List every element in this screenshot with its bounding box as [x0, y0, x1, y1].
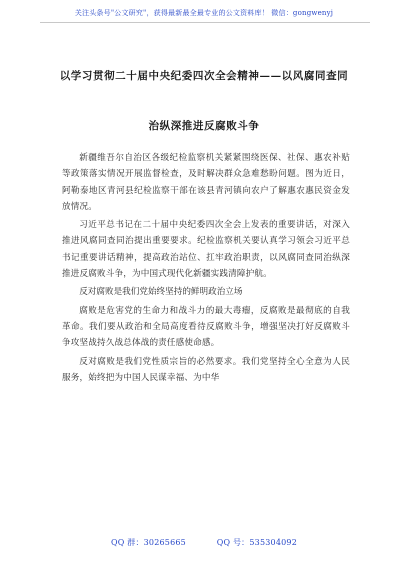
header-divider [40, 22, 370, 23]
footer-qq-number: QQ 号：535304092 [216, 538, 297, 547]
section-subheading: 反对腐败是我们党始终坚持的鲜明政治立场 [79, 287, 243, 298]
footer-qq-group: QQ 群：30265665 [110, 538, 186, 547]
header-banner: 关注头条号"公文研究"，获得最新最全最专业的公文资料库！ 微信：gongwenyj [74, 9, 334, 17]
document-body [62, 150, 350, 388]
body-paragraph: 习近平总书记在二十届中央纪委四次全会上发表的重要讲话，对深入推进风腐同查同治提出重要要求。纪检监察机关要认真学习领会习近平总书记重要讲话精神，提高政治站位、扛牢政治职责，以风腐同查同治纵深推进反腐败斗争，为中国式现代化新疆实践清障护航。 [62, 220, 350, 280]
body-paragraph: 反对腐败是我们党性质宗旨的必然要求。我们党坚持全心全意为人民服务，始终把为中国人民谋幸福、为中华 [62, 356, 350, 383]
document-title-line-2: 治纵深推进反腐败斗争 [148, 120, 260, 132]
footer-contact [0, 537, 408, 548]
document-title-line-1: 以学习贯彻二十届中央纪委四次全会精神——以风腐同查同 [59, 70, 349, 82]
body-paragraph: 腐败是危害党的生命力和战斗力的最大毒瘤，反腐败是最彻底的自我革命。我们要从政治和全局高度看待反腐败斗争，增强坚决打好反腐败斗争攻坚战持久战总体战的责任感使命感。 [62, 305, 350, 349]
body-paragraph: 新疆维吾尔自治区各级纪检监察机关紧紧围绕医保、社保、惠农补贴等政策落实情况开展监督检查，及时解决群众急难愁盼问题。图为近日，阿勒泰地区青河县纪检监察干部在该县青河镇向农户了解惠农惠民资金发放情况。 [62, 153, 350, 212]
